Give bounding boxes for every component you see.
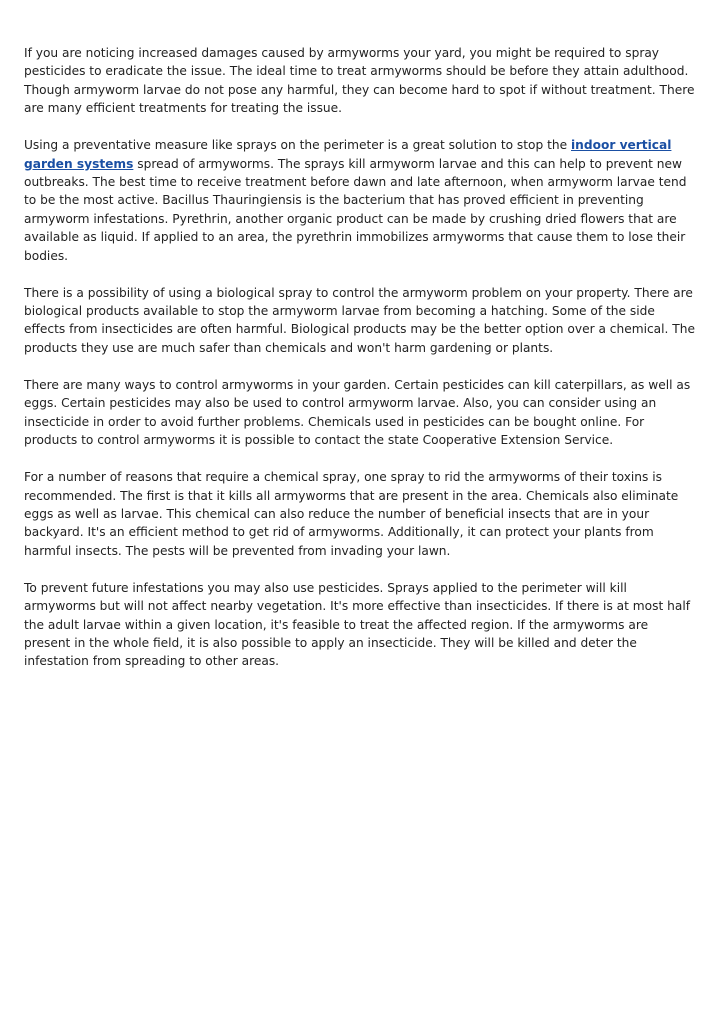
paragraph-1: If you are noticing increased damages caused by armyworms your yard, you might be required to spray pesticides to eradicate the issue. The ideal time to treat armyworms should be before they attain adulthood. Though armyworm larvae do not pose any harmful, they can become hard to spot if without treatment. There are many efficient treatments for treating the issue. xyxy=(24,46,695,116)
indoor-vertical-garden-systems-link[interactable]: indoor vertical garden systems xyxy=(24,138,672,171)
paragraph-2-text-after-link: spread of armyworms. The sprays kill armyworm larvae and this can help to prevent new outbreaks. The best time to receive treatment before dawn and late afternoon, when armyworm larvae tend to be the most active. Bacillus Thauringiensis is the bacterium that has proved efficient in preventing armyworm infestations. Pyrethrin, another organic product can be made by crushing dried flowers that are available as liquid. If applied to an area, the pyrethrin immobilizes armyworms that cause them to lose their bodies. xyxy=(24,156,687,263)
paragraph-3: There is a possibility of using a biological spray to control the armyworm problem on your property. There are biological products available to stop the armyworm larvae from becoming a hatching. Some of the side effects from insecticides are often harmful. Biological products may be the better option over a chemical. The products they use are much safer than chemicals and won't harm gardening or plants. xyxy=(24,285,695,355)
paragraph-2-text-before-link: Using a preventative measure like sprays on the perimeter is a great solution to stop the xyxy=(24,138,571,153)
paragraph-6: To prevent future infestations you may also use pesticides. Sprays applied to the perimeter will kill armyworms but will not affect nearby vegetation. It's more effective than insecticides. If there is at most half the adult larvae within a given location, it's feasible to treat the affected region. If the armyworms are present in the whole field, it is also possible to apply an insecticide. They will be killed and deter the infestation from spreading to other areas. xyxy=(24,580,690,669)
paragraph-5: For a number of reasons that require a chemical spray, one spray to rid the armyworms of their toxins is recommended. The first is that it kills all armyworms that are present in the area. Chemicals also eliminate eggs as well as larvae. This chemical can also reduce the number of beneficial insects that are in your backyard. It's an efficient method to get rid of armyworms. Additionally, it can protect your plants from harmful insects. The pests will be prevented from invading your lawn. xyxy=(24,470,679,558)
paragraph-4: There are many ways to control armyworms in your garden. Certain pesticides can kill caterpillars, as well as eggs. Certain pesticides may also be used to control armyworm larvae. Also, you can consider using an insecticide in order to avoid further problems. Chemicals used in pesticides can be bought online. For products to control armyworms it is possible to contact the state Cooperative Extension Service. xyxy=(24,377,691,448)
paragraph-2 xyxy=(24,136,698,265)
document-body xyxy=(24,44,698,689)
